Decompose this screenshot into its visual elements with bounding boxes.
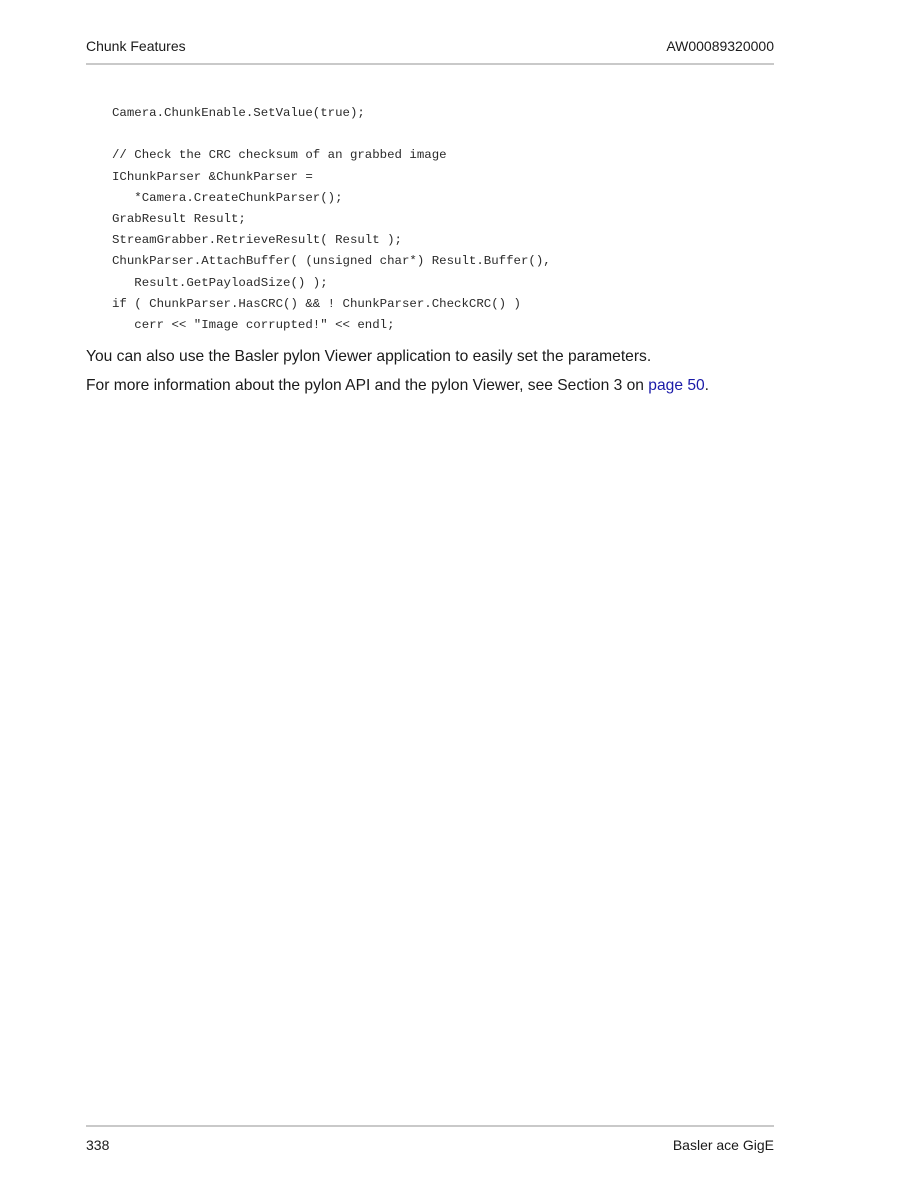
header-section-title: Chunk Features <box>86 38 186 54</box>
code-line: GrabResult Result; <box>112 211 246 226</box>
code-line: Camera.ChunkEnable.SetValue(true); <box>112 106 365 120</box>
code-line: StreamGrabber.RetrieveResult( Result ); <box>112 233 402 248</box>
code-line: *Camera.CreateChunkParser(); <box>112 190 343 205</box>
page-50-link[interactable]: page 50 <box>648 377 705 394</box>
code-line: ChunkParser.AttachBuffer( (unsigned char*) Result.Buffer(), <box>112 254 551 269</box>
paragraph-more-info-suffix: . <box>704 377 710 394</box>
paragraph-more-info-text: For more information about the pylon API and the pylon Viewer, see Section 3 on <box>86 377 649 394</box>
footer-page-number: 338 <box>86 1137 110 1153</box>
code-line: // Check the CRC checksum of an grabbed image <box>112 148 447 163</box>
header-divider <box>86 63 774 65</box>
footer-product-name: Basler ace GigE <box>672 1137 774 1153</box>
code-line: Result.GetPayloadSize() ); <box>112 275 328 290</box>
footer-divider <box>86 1125 774 1127</box>
page-header <box>86 38 774 58</box>
code-line: cerr << "Image corrupted!" << endl; <box>112 317 395 332</box>
code-line <box>112 124 752 145</box>
code-block <box>112 103 752 336</box>
code-line: IChunkParser &ChunkParser = <box>112 169 313 184</box>
header-doc-number: AW00089320000 <box>666 38 774 54</box>
page-footer <box>86 1137 774 1157</box>
paragraph-pylon-viewer: You can also use the Basler pylon Viewer application to easily set the parameters. <box>86 348 652 365</box>
paragraph-more-info <box>86 376 786 396</box>
code-line: if ( ChunkParser.HasCRC() && ! ChunkParser.CheckCRC() ) <box>112 296 521 311</box>
